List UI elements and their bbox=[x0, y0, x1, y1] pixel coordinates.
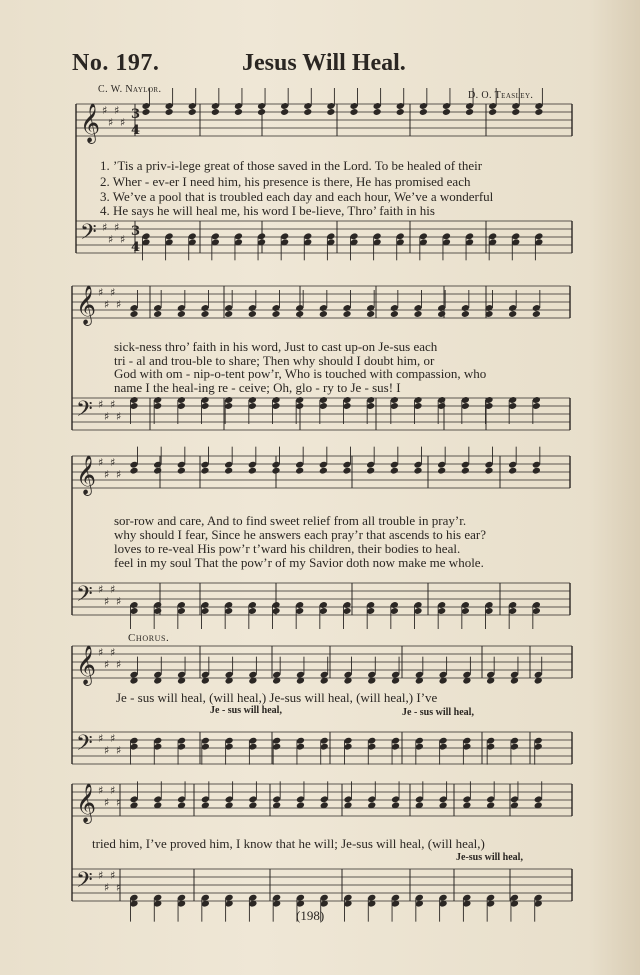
sharp-icon: ♯ bbox=[110, 732, 116, 745]
note-head bbox=[248, 310, 257, 318]
treble-clef-icon: 𝄞 bbox=[76, 645, 97, 685]
treble-clef-icon: 𝄞 bbox=[76, 783, 97, 823]
chorus-echo: Je - sus will heal, bbox=[210, 705, 282, 716]
verse-line: why should I fear, Since he answers each pray’r that ascends to his ear? bbox=[114, 527, 487, 542]
note-head bbox=[419, 108, 428, 116]
verse-line: 1. ’Tis a priv-i-lege great of those saved in the Lord. To be healed of their bbox=[100, 158, 483, 173]
note-head bbox=[342, 310, 351, 318]
note-head bbox=[390, 467, 399, 475]
sharp-icon: ♯ bbox=[98, 398, 104, 411]
note-head bbox=[141, 108, 150, 116]
sharp-icon: ♯ bbox=[110, 646, 116, 659]
verse-line: sor-row and care, And to find sweet relief from all trouble in pray’r. bbox=[114, 513, 467, 528]
sharp-icon: ♯ bbox=[98, 646, 104, 659]
note-head bbox=[390, 310, 399, 318]
chorus-lyric: Je - sus will heal, (will heal,) Je-sus will heal, (will heal,) I’ve bbox=[116, 690, 438, 705]
note-head bbox=[295, 467, 304, 475]
verse-line: God with om - nip-o-tent pow’r, Who is touched with compassion, who bbox=[114, 366, 487, 381]
bass-clef-icon: 𝄢 bbox=[76, 582, 93, 612]
note-head bbox=[366, 310, 375, 318]
time-signature: 3 bbox=[131, 224, 141, 239]
sharp-icon: ♯ bbox=[108, 233, 114, 246]
note-head bbox=[349, 108, 358, 116]
composer-credit: D. O. Teasley. bbox=[468, 90, 534, 101]
sharp-icon: ♯ bbox=[104, 796, 110, 809]
treble-clef-icon: 𝄞 bbox=[76, 455, 97, 495]
note-head bbox=[248, 467, 257, 475]
author-credit: C. W. Naylor. bbox=[98, 84, 162, 95]
sharp-icon: ♯ bbox=[116, 796, 122, 809]
sharp-icon: ♯ bbox=[98, 869, 104, 882]
verse-line: feel in my soul That the pow’r of my Savior doth now make me whole. bbox=[114, 555, 484, 570]
sharp-icon: ♯ bbox=[116, 298, 122, 311]
sharp-icon: ♯ bbox=[110, 869, 116, 882]
treble-clef-icon: 𝄞 bbox=[76, 285, 97, 325]
note-head bbox=[211, 108, 220, 116]
note-head bbox=[129, 310, 138, 318]
note-head bbox=[437, 467, 446, 475]
hymn-number: No. 197. bbox=[72, 50, 160, 76]
note-head bbox=[508, 467, 517, 475]
sharp-icon: ♯ bbox=[98, 784, 104, 797]
sharp-icon: ♯ bbox=[108, 116, 114, 129]
note-head bbox=[303, 108, 312, 116]
note-head bbox=[534, 108, 543, 116]
verse-line: 4. He says he will heal me, his word I be-lieve, Thro’ faith in his bbox=[100, 203, 435, 218]
verse-line: loves to re-veal His pow’r t’ward his children, their bodies to heal. bbox=[114, 541, 461, 556]
sharp-icon: ♯ bbox=[110, 286, 116, 299]
note-head bbox=[177, 310, 186, 318]
sharp-icon: ♯ bbox=[116, 881, 122, 894]
sharp-icon: ♯ bbox=[116, 410, 122, 423]
note-head bbox=[188, 108, 197, 116]
note-head bbox=[224, 467, 233, 475]
note-head bbox=[532, 310, 541, 318]
sharp-icon: ♯ bbox=[120, 233, 126, 246]
verse-line: 3. We’ve a pool that is troubled each day and each hour, We’ve a wonderful bbox=[100, 189, 494, 204]
note-head bbox=[165, 108, 174, 116]
note-head bbox=[271, 310, 280, 318]
note-head bbox=[532, 467, 541, 475]
note-head bbox=[295, 310, 304, 318]
note-head bbox=[465, 108, 474, 116]
note-head bbox=[319, 310, 328, 318]
bass-clef-icon: 𝄢 bbox=[76, 397, 93, 427]
chorus-echo: Je-sus will heal, bbox=[456, 852, 523, 863]
note-head bbox=[319, 467, 328, 475]
note-head bbox=[200, 310, 209, 318]
sharp-icon: ♯ bbox=[116, 595, 122, 608]
treble-clef-icon: 𝄞 bbox=[80, 103, 101, 143]
sharp-icon: ♯ bbox=[104, 595, 110, 608]
verse-line: 2. Wher - ev-er I need him, his presence is there, He has promised each bbox=[100, 174, 471, 189]
sharp-icon: ♯ bbox=[110, 398, 116, 411]
sharp-icon: ♯ bbox=[114, 221, 120, 234]
sharp-icon: ♯ bbox=[98, 286, 104, 299]
note-head bbox=[508, 310, 517, 318]
note-head bbox=[224, 310, 233, 318]
note-head bbox=[442, 108, 451, 116]
note-head bbox=[257, 108, 266, 116]
note-head bbox=[488, 108, 497, 116]
sharp-icon: ♯ bbox=[104, 744, 110, 757]
note-head bbox=[271, 467, 280, 475]
note-head bbox=[234, 108, 243, 116]
note-head bbox=[396, 108, 405, 116]
sharp-icon: ♯ bbox=[104, 658, 110, 671]
note-head bbox=[326, 108, 335, 116]
note-head bbox=[373, 108, 382, 116]
sharp-icon: ♯ bbox=[104, 468, 110, 481]
note-head bbox=[200, 467, 209, 475]
sharp-icon: ♯ bbox=[114, 104, 120, 117]
note-head bbox=[177, 467, 186, 475]
sharp-icon: ♯ bbox=[98, 732, 104, 745]
note-head bbox=[437, 310, 446, 318]
verse-line: name I the heal-ing re - ceive; Oh, glo - ry to Je - sus! I bbox=[114, 380, 401, 395]
note-head bbox=[153, 467, 162, 475]
note-head bbox=[461, 467, 470, 475]
note-head bbox=[413, 310, 422, 318]
sharp-icon: ♯ bbox=[104, 298, 110, 311]
sharp-icon: ♯ bbox=[116, 468, 122, 481]
page-number: (198) bbox=[296, 908, 325, 923]
sharp-icon: ♯ bbox=[104, 410, 110, 423]
sharp-icon: ♯ bbox=[102, 221, 108, 234]
time-signature: 4 bbox=[131, 123, 141, 138]
note-head bbox=[511, 108, 520, 116]
sharp-icon: ♯ bbox=[102, 104, 108, 117]
chorus-lyric: tried him, I’ve proved him, I know that he will; Je-sus will heal, (will heal,) bbox=[92, 836, 485, 851]
bass-clef-icon: 𝄢 bbox=[76, 868, 93, 898]
time-signature: 3 bbox=[131, 107, 141, 122]
note-head bbox=[413, 467, 422, 475]
note-head bbox=[153, 310, 162, 318]
sharp-icon: ♯ bbox=[110, 784, 116, 797]
note-head bbox=[484, 467, 493, 475]
sharp-icon: ♯ bbox=[98, 456, 104, 469]
sharp-icon: ♯ bbox=[104, 881, 110, 894]
hymn-title: Jesus Will Heal. bbox=[242, 50, 406, 76]
note-head bbox=[342, 467, 351, 475]
sharp-icon: ♯ bbox=[110, 583, 116, 596]
chorus-label: Chorus. bbox=[128, 632, 170, 644]
note-head bbox=[366, 467, 375, 475]
sharp-icon: ♯ bbox=[110, 456, 116, 469]
time-signature: 4 bbox=[131, 240, 141, 255]
bass-clef-icon: 𝄢 bbox=[80, 220, 97, 250]
note-head bbox=[129, 467, 138, 475]
sharp-icon: ♯ bbox=[116, 744, 122, 757]
verse-line: tri - al and trou-ble to share; Then why should I doubt him, or bbox=[114, 353, 435, 368]
chorus-echo: Je - sus will heal, bbox=[402, 707, 474, 718]
note-head bbox=[461, 310, 470, 318]
sharp-icon: ♯ bbox=[120, 116, 126, 129]
bass-clef-icon: 𝄢 bbox=[76, 731, 93, 761]
verse-line: sick-ness thro’ faith in his word, Just to cast up-on Je-sus each bbox=[114, 339, 438, 354]
sharp-icon: ♯ bbox=[116, 658, 122, 671]
sharp-icon: ♯ bbox=[98, 583, 104, 596]
note-head bbox=[280, 108, 289, 116]
